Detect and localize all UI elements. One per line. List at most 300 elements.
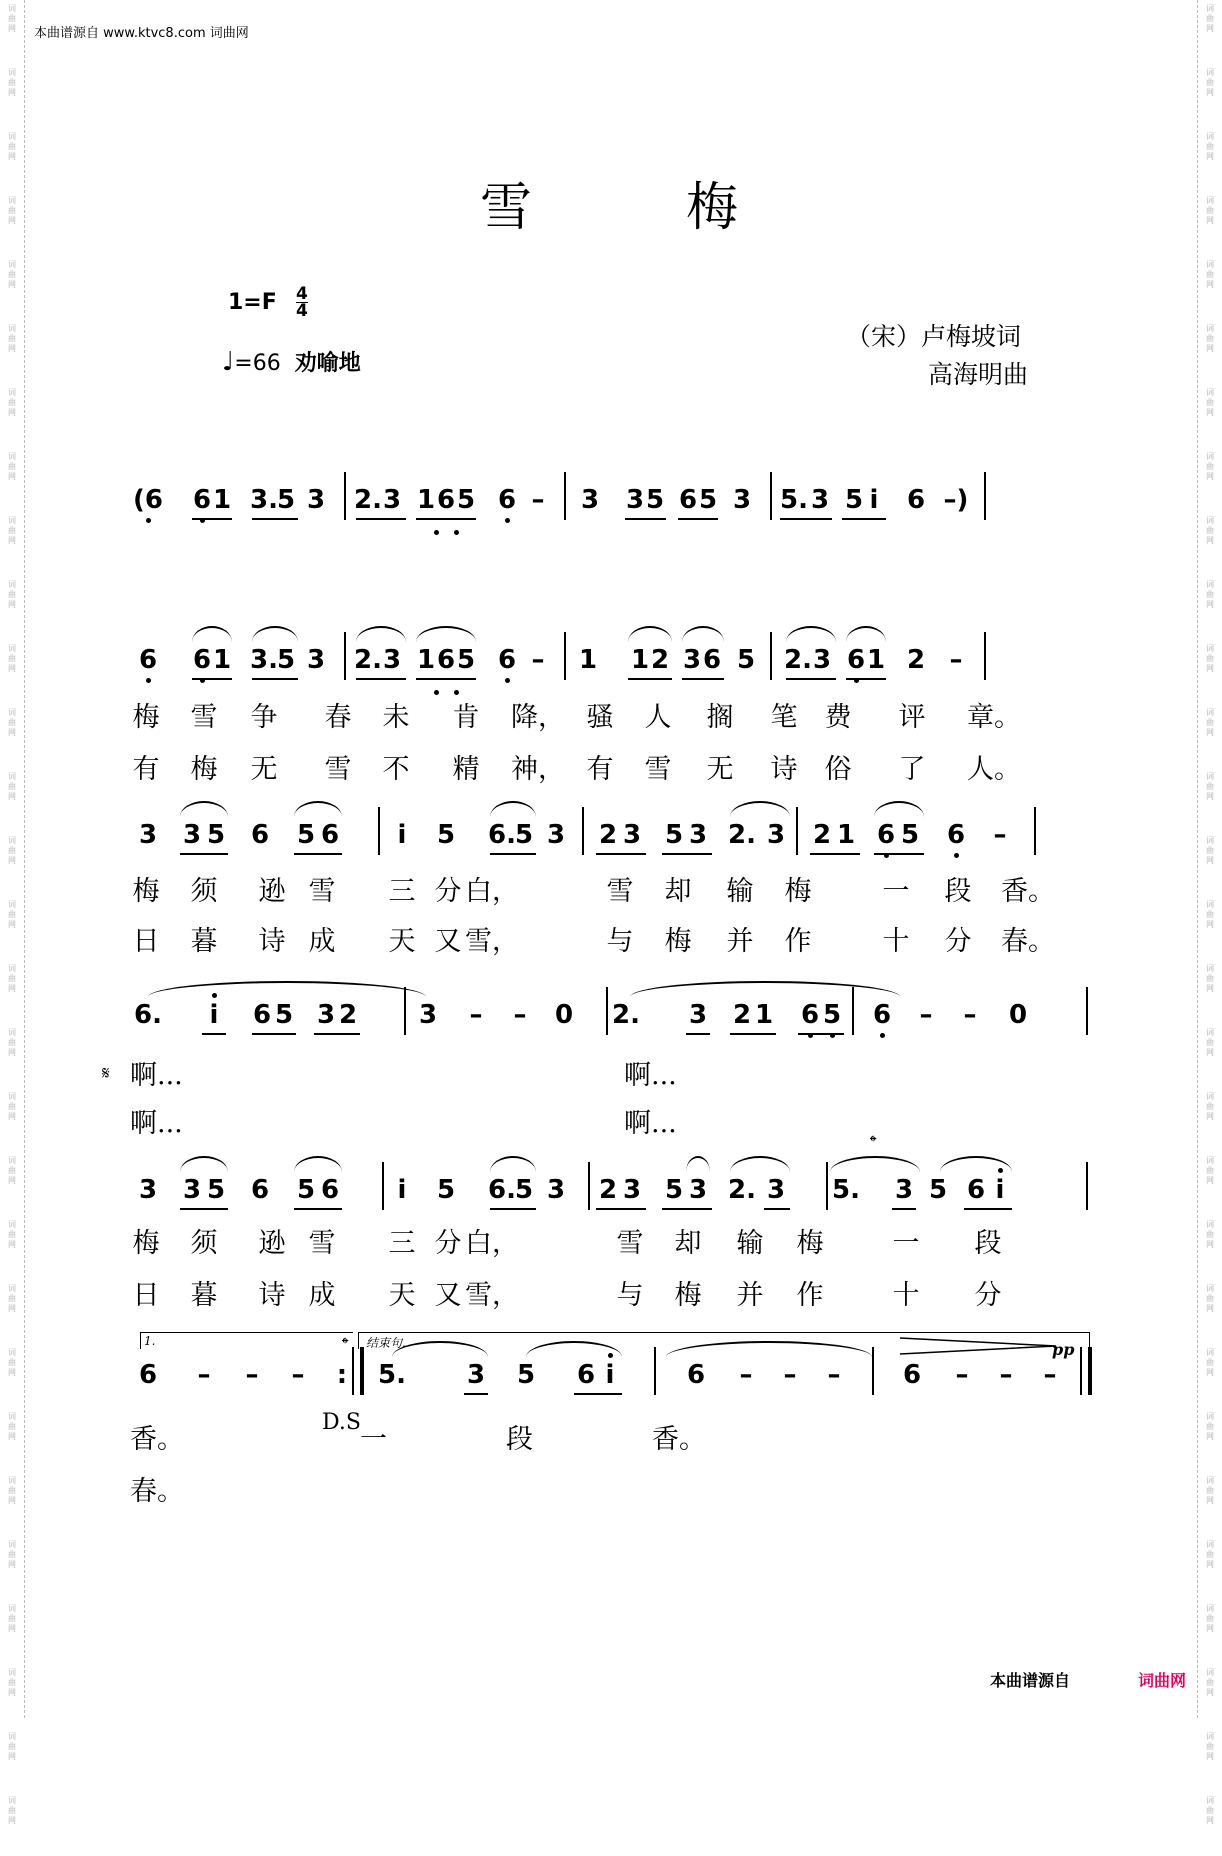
barline	[1080, 1347, 1092, 1395]
coda-mark: 𝄌	[342, 1334, 349, 1355]
lyric-char: 无	[706, 754, 734, 785]
jianpu-note: 5	[436, 820, 456, 850]
jianpu-note: i	[995, 1175, 1005, 1205]
octave-dot	[830, 1033, 835, 1038]
jianpu-note: 3	[732, 485, 752, 515]
jianpu-note: 3	[688, 1000, 708, 1030]
underline-beam	[596, 853, 646, 855]
jianpu-note: i	[605, 1360, 615, 1390]
lyric-char: 雪	[606, 876, 634, 907]
barline	[582, 807, 584, 855]
jianpu-note: –	[963, 1000, 977, 1030]
octave-dot	[884, 853, 889, 858]
watermark-text: 词 曲 网	[1206, 1412, 1214, 1441]
lyric-char: 了	[898, 754, 926, 785]
jianpu-note: 5	[456, 645, 476, 675]
jianpu-note: 1	[630, 645, 650, 675]
watermark-text: 词 曲 网	[8, 708, 16, 737]
underline-beam	[356, 518, 406, 520]
jianpu-note: 5	[274, 1000, 294, 1030]
underline-beam	[786, 678, 836, 680]
jianpu-note: 6	[436, 485, 456, 515]
slur-arc	[628, 626, 672, 642]
lyric-char: 啊...	[130, 1108, 183, 1139]
lyric-char: 作	[784, 926, 812, 957]
lyric-char: 暮	[190, 926, 218, 957]
lyric-char: 白，	[465, 1228, 519, 1259]
slur-arc	[252, 626, 298, 642]
octave-dot	[880, 1033, 885, 1038]
jianpu-note: 3	[182, 1175, 202, 1205]
lyric-char: 逊	[258, 1228, 286, 1259]
jianpu-note: 5	[698, 485, 718, 515]
coda-mark: 𝄌	[870, 1132, 877, 1153]
jianpu-note: 3	[382, 485, 402, 515]
ending-note: 结束句.	[366, 1336, 406, 1350]
jianpu-note: i	[209, 1000, 219, 1030]
jianpu-note: i	[869, 485, 879, 515]
jianpu-note: 2.	[728, 1175, 756, 1205]
barline	[826, 1162, 828, 1210]
jianpu-note: 6	[250, 820, 270, 850]
lyric-char: 有	[586, 754, 614, 785]
underline-beam	[798, 1033, 844, 1035]
lyric-char: 须	[190, 876, 218, 907]
jianpu-note: –	[245, 1360, 259, 1390]
underline-beam	[964, 1208, 1012, 1210]
jianpu-note: 6.	[134, 1000, 162, 1030]
octave-dot	[434, 690, 439, 695]
underline-beam	[686, 1033, 710, 1035]
lyric-char: 啊...	[130, 1060, 183, 1091]
lyric-char: 梅	[674, 1280, 702, 1311]
jianpu-note: 1	[212, 645, 232, 675]
underline-beam	[252, 1033, 296, 1035]
octave-dot	[505, 518, 510, 523]
lyric-char: 段	[974, 1228, 1002, 1259]
barline	[872, 1347, 874, 1395]
lyric-char: 无	[250, 754, 278, 785]
jianpu-note: 5	[276, 485, 296, 515]
watermark-text: 词 曲 网	[1206, 1604, 1214, 1633]
jianpu-note: 6	[702, 645, 722, 675]
title-char-2: 梅	[686, 178, 743, 238]
jianpu-note: (6	[133, 485, 163, 515]
lyric-char: 成	[308, 926, 336, 957]
tempo-marking	[222, 346, 361, 377]
jianpu-note: 6	[192, 485, 212, 515]
underline-beam	[662, 1208, 712, 1210]
lyric-char: 诗	[258, 1280, 286, 1311]
watermark-text: 词 曲 网	[8, 1220, 16, 1249]
lyric-char: 雪	[324, 754, 352, 785]
tempo-value: =66	[234, 351, 281, 376]
watermark-text: 词 曲 网	[8, 196, 16, 225]
jianpu-note: 2	[598, 820, 618, 850]
lyric-char: 日	[132, 1280, 160, 1311]
volta-label: 1.	[144, 1334, 156, 1348]
barline	[1034, 807, 1036, 855]
watermark-text: 词 曲 网	[8, 900, 16, 929]
lyric-char: 骚	[586, 702, 614, 733]
jianpu-note: 5	[900, 820, 920, 850]
decrescendo-hairpin	[900, 1336, 1060, 1356]
jianpu-note: 2.	[784, 645, 812, 675]
dal-segno: D.S	[322, 1410, 361, 1435]
underline-beam	[314, 1033, 360, 1035]
quarter-note-icon: ♩	[222, 347, 235, 377]
jianpu-note: 1	[754, 1000, 774, 1030]
jianpu-note: 5	[514, 1175, 534, 1205]
watermark-text: 词 曲 网	[1206, 68, 1214, 97]
jianpu-note: 3	[306, 645, 326, 675]
jianpu-note: 2	[812, 820, 832, 850]
lyric-char: 十	[892, 1280, 920, 1311]
underline-beam	[574, 1393, 622, 1395]
barline	[770, 632, 772, 680]
jianpu-note: 2.	[354, 485, 382, 515]
lyric-char: 暮	[190, 1280, 218, 1311]
jianpu-note: 5.	[780, 485, 808, 515]
jianpu-note: –	[919, 1000, 933, 1030]
lyric-char: 啊...	[624, 1108, 677, 1139]
watermark-text: 词 曲 网	[8, 1156, 16, 1185]
slur-arc	[294, 801, 342, 817]
lyric-char: 评	[898, 702, 926, 733]
watermark-text: 词 曲 网	[8, 644, 16, 673]
lyric-char: 作	[796, 1280, 824, 1311]
lyric-char: 分	[944, 926, 972, 957]
jianpu-note: –	[469, 1000, 483, 1030]
jianpu-note: –	[993, 820, 1007, 850]
watermark-text: 词 曲 网	[8, 1668, 16, 1697]
jianpu-note: 6	[678, 485, 698, 515]
octave-dot	[434, 530, 439, 535]
jianpu-note: 6	[846, 645, 866, 675]
underline-beam	[192, 518, 232, 520]
lyric-char: 未	[382, 702, 410, 733]
jianpu-note: 3	[546, 1175, 566, 1205]
jianpu-note: 5	[276, 645, 296, 675]
lyric-char: 段	[506, 1424, 533, 1455]
lyric-char: 章。	[967, 702, 1021, 733]
octave-dot	[146, 678, 151, 683]
underline-beam	[730, 1033, 776, 1035]
watermark-text: 词 曲 网	[1206, 1668, 1214, 1697]
lyric-char: 逊	[258, 876, 286, 907]
slur-arc	[192, 626, 232, 642]
underline-beam	[252, 518, 298, 520]
right-watermark-strip	[1197, 0, 1222, 1825]
time-sig-top: 4	[296, 284, 308, 304]
jianpu-note: 6.	[488, 820, 516, 850]
jianpu-note: 5	[514, 820, 534, 850]
lyric-char: 笔	[770, 702, 798, 733]
lyric-char: 一	[892, 1228, 920, 1259]
lyric-char: 俗	[824, 754, 852, 785]
jianpu-note: 3	[182, 820, 202, 850]
jianpu-note: i	[397, 820, 407, 850]
jianpu-note: 3	[622, 820, 642, 850]
slur-arc	[786, 626, 836, 642]
watermark-text: 词 曲 网	[8, 260, 16, 289]
jianpu-note: 5	[664, 1175, 684, 1205]
expression-mark: 劝喻地	[294, 351, 361, 376]
lyric-char: 十	[882, 926, 910, 957]
jianpu-note: 3	[688, 820, 708, 850]
watermark-text: 词 曲 网	[1206, 4, 1214, 33]
jianpu-note: 3	[138, 820, 158, 850]
lyric-char: 与	[606, 926, 634, 957]
underline-beam	[464, 1393, 488, 1395]
slur-arc	[490, 801, 536, 817]
underline-beam	[252, 678, 298, 680]
underline-beam	[416, 678, 476, 680]
lyric-char: 春	[324, 702, 352, 733]
barline	[378, 807, 380, 855]
jianpu-note: 2.	[354, 645, 382, 675]
watermark-text: 词 曲 网	[1206, 900, 1214, 929]
slur-arc	[730, 801, 790, 817]
slur-arc	[416, 626, 476, 642]
lyric-char: 精	[452, 754, 480, 785]
underline-beam	[294, 853, 342, 855]
jianpu-note: –	[531, 645, 545, 675]
lyric-char: 春。	[130, 1476, 184, 1507]
lyric-char: 人。	[967, 754, 1021, 785]
watermark-text: 词 曲 网	[8, 68, 16, 97]
jianpu-note: 6	[320, 820, 340, 850]
jianpu-note: 3	[812, 645, 832, 675]
jianpu-note: 3.	[250, 485, 278, 515]
lyric-char: 雪	[190, 702, 218, 733]
underline-beam	[596, 1208, 646, 1210]
barline	[564, 632, 566, 680]
jianpu-note: 3	[688, 1175, 708, 1205]
slur-arc	[940, 1156, 1012, 1172]
slur-arc	[148, 981, 426, 997]
dynamic-mark: pp	[1052, 1340, 1075, 1359]
jianpu-note: 3	[316, 1000, 336, 1030]
footer-site-logo: 词曲网	[1138, 1671, 1187, 1690]
jianpu-note: 1	[578, 645, 598, 675]
watermark-text: 词 曲 网	[1206, 1476, 1214, 1505]
watermark-text: 词 曲 网	[1206, 260, 1214, 289]
footer-source-label: 本曲谱源自	[990, 1671, 1071, 1690]
lyric-char: 段	[944, 876, 972, 907]
lyric-char: 成	[308, 1280, 336, 1311]
watermark-text: 词 曲 网	[1206, 1348, 1214, 1377]
jianpu-note: 2	[732, 1000, 752, 1030]
credits	[846, 318, 1028, 394]
watermark-text: 词 曲 网	[8, 516, 16, 545]
barline	[984, 632, 986, 680]
jianpu-note: 5.	[832, 1175, 860, 1205]
jianpu-note: 3	[382, 645, 402, 675]
underline-beam	[892, 1208, 916, 1210]
watermark-text: 词 曲 网	[8, 772, 16, 801]
octave-dot	[146, 518, 151, 523]
slur-arc	[686, 1156, 710, 1172]
lyric-char: 雪	[308, 1228, 336, 1259]
key-signature: 1=F	[228, 290, 277, 315]
watermark-text: 词 曲 网	[8, 580, 16, 609]
jianpu-note: 2.	[612, 1000, 640, 1030]
slur-arc	[830, 1156, 920, 1172]
underline-beam	[416, 518, 476, 520]
watermark-text: 词 曲 网	[1206, 324, 1214, 353]
jianpu-note: 2	[598, 1175, 618, 1205]
watermark-text: 词 曲 网	[1206, 1540, 1214, 1569]
lyric-char: 须	[190, 1228, 218, 1259]
watermark-text: 词 曲 网	[8, 1540, 16, 1569]
lyric-char: 又	[434, 1280, 462, 1311]
jianpu-note: 0	[1008, 1000, 1028, 1030]
jianpu-note: –	[197, 1360, 211, 1390]
lyric-char: 分	[434, 1228, 462, 1259]
lyric-char: 雪，	[465, 926, 519, 957]
underline-beam	[628, 678, 672, 680]
watermark-text: 词 曲 网	[1206, 1796, 1214, 1825]
jianpu-note: 5	[206, 820, 226, 850]
jianpu-note: 6	[686, 1360, 706, 1390]
watermark-text: 词 曲 网	[1206, 772, 1214, 801]
time-signature	[296, 286, 308, 319]
jianpu-note: 6	[138, 645, 158, 675]
jianpu-note: 3	[546, 820, 566, 850]
lyric-char: 白，	[465, 876, 519, 907]
watermark-text: 词 曲 网	[8, 836, 16, 865]
jianpu-note: 6	[576, 1360, 596, 1390]
underline-beam	[678, 518, 718, 520]
watermark-text: 词 曲 网	[1206, 516, 1214, 545]
watermark-text: 词 曲 网	[1206, 1028, 1214, 1057]
jianpu-note: 3	[625, 485, 645, 515]
watermark-text: 词 曲 网	[8, 1092, 16, 1121]
watermark-text: 词 曲 网	[1206, 964, 1214, 993]
jianpu-note: 3	[766, 1175, 786, 1205]
watermark-text: 词 曲 网	[1206, 1156, 1214, 1185]
lyric-char: 梅	[132, 702, 160, 733]
lyric-char: 输	[726, 876, 754, 907]
lyric-char: 有	[132, 754, 160, 785]
watermark-text: 词 曲 网	[1206, 580, 1214, 609]
header-source-note: 本曲谱源自 www.ktvc8.com 词曲网	[34, 26, 249, 41]
jianpu-note: 3	[766, 820, 786, 850]
segno-mark: 𝄋	[102, 1063, 110, 1084]
lyric-char: 天	[388, 1280, 416, 1311]
lyric-char: 诗	[770, 754, 798, 785]
watermark-text: 词 曲 网	[8, 1732, 16, 1761]
octave-dot	[454, 530, 459, 535]
volta-bracket	[140, 1332, 353, 1349]
lyric-char: 梅	[664, 926, 692, 957]
slur-arc	[180, 801, 228, 817]
jianpu-note: 0	[554, 1000, 574, 1030]
octave-dot	[854, 678, 859, 683]
jianpu-note: 5	[516, 1360, 536, 1390]
barline	[382, 1162, 384, 1210]
lyric-char: 分	[974, 1280, 1002, 1311]
jianpu-note: –	[531, 485, 545, 515]
watermark-text: 词 曲 网	[8, 1028, 16, 1057]
jianpu-note: 5	[296, 820, 316, 850]
jianpu-note: 1	[416, 645, 436, 675]
lyric-char: 却	[674, 1228, 702, 1259]
lyric-char: 梅	[784, 876, 812, 907]
underline-beam	[490, 853, 536, 855]
lyric-char: 香。	[652, 1424, 706, 1455]
watermark-text: 词 曲 网	[1206, 1284, 1214, 1313]
jianpu-note: 3	[306, 485, 326, 515]
watermark-text: 词 曲 网	[8, 1604, 16, 1633]
underline-beam	[764, 1208, 790, 1210]
lyric-char: 啊...	[624, 1060, 677, 1091]
barline	[1086, 1162, 1088, 1210]
lyric-char: 降，	[511, 702, 565, 733]
jianpu-note: –	[1043, 1360, 1057, 1390]
jianpu-note: 6	[906, 485, 926, 515]
jianpu-note: 6	[966, 1175, 986, 1205]
lyric-char: 三	[388, 876, 416, 907]
slur-arc	[874, 801, 924, 817]
underline-beam	[294, 1208, 342, 1210]
jianpu-note: 6	[436, 645, 456, 675]
jianpu-note: –	[291, 1360, 305, 1390]
lyric-char: 肯	[452, 702, 480, 733]
lyric-char: 香。	[130, 1424, 184, 1455]
watermark-text: 词 曲 网	[8, 964, 16, 993]
lyric-char: 人	[644, 702, 672, 733]
jianpu-note: –	[949, 645, 963, 675]
lyric-char: 雪，	[465, 1280, 519, 1311]
lyric-char: 并	[726, 926, 754, 957]
jianpu-note: 6	[252, 1000, 272, 1030]
watermark-text: 词 曲 网	[1206, 132, 1214, 161]
watermark-text: 词 曲 网	[1206, 452, 1214, 481]
watermark-text: 词 曲 网	[8, 132, 16, 161]
octave-dot	[454, 690, 459, 695]
lyric-char: 日	[132, 926, 160, 957]
jianpu-note: 2	[906, 645, 926, 675]
underline-beam	[202, 1033, 226, 1035]
lyric-char: 梅	[796, 1228, 824, 1259]
lyric-char: 却	[664, 876, 692, 907]
underline-beam	[682, 678, 724, 680]
jianpu-note: 5	[664, 820, 684, 850]
jianpu-note: 5	[928, 1175, 948, 1205]
jianpu-note: 6	[946, 820, 966, 850]
watermark-text: 词 曲 网	[8, 388, 16, 417]
underline-beam	[874, 853, 924, 855]
lyric-char: 分	[434, 876, 462, 907]
watermark-text: 词 曲 网	[8, 452, 16, 481]
jianpu-note: 3.	[250, 645, 278, 675]
watermark-text: 词 曲 网	[1206, 388, 1214, 417]
underline-beam	[356, 678, 406, 680]
slur-arc	[846, 626, 886, 642]
watermark-text: 词 曲 网	[8, 1796, 16, 1825]
time-sig-bottom: 4	[296, 301, 308, 321]
lyric-char: 梅	[190, 754, 218, 785]
jianpu-note: 3	[810, 485, 830, 515]
slur-arc	[730, 1156, 790, 1172]
song-title	[0, 165, 1222, 240]
jianpu-note: 3	[682, 645, 702, 675]
slur-arc	[180, 1156, 228, 1172]
watermark-text: 词 曲 网	[8, 324, 16, 353]
jianpu-note: 5	[456, 485, 476, 515]
